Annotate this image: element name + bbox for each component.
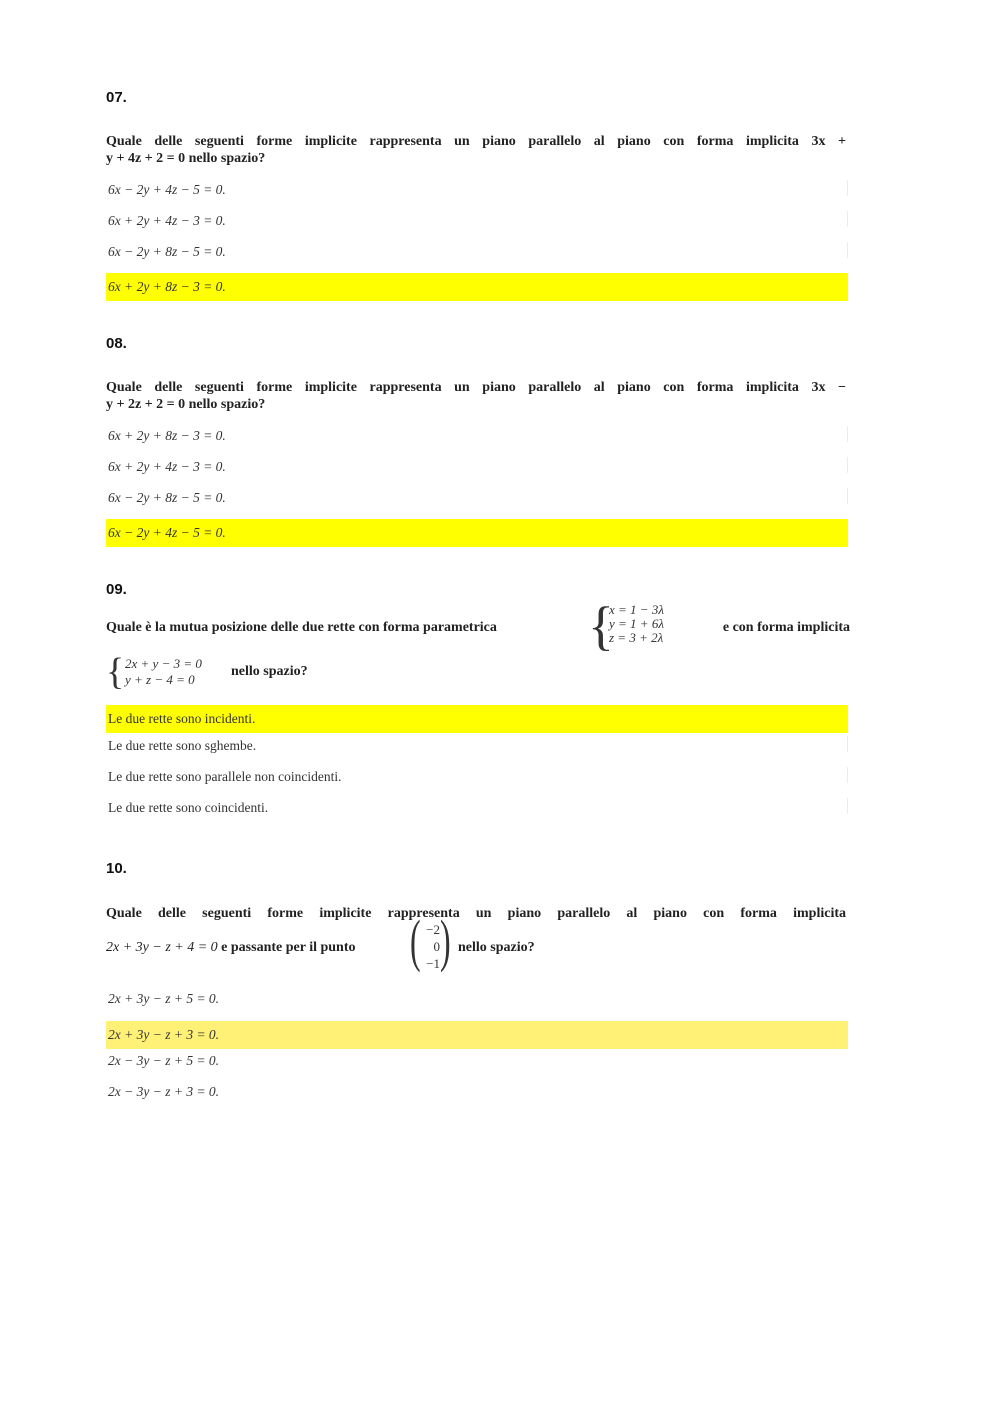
answer-option[interactable]: 6x − 2y + 8z − 5 = 0. xyxy=(106,238,848,266)
question-text-line: e con forma implicita xyxy=(722,620,850,635)
question-text-line: nello spazio? xyxy=(458,940,535,955)
system-brace: { xyxy=(588,596,614,656)
separator xyxy=(847,767,848,783)
question-number: 07. xyxy=(106,89,127,106)
question-text-line: Quale delle seguenti forme implicite rappresenta un piano parallelo al piano con forma implicita 3x − xyxy=(106,380,846,395)
question-number: 08. xyxy=(106,335,127,352)
answer-option[interactable]: Le due rette sono sghembe. xyxy=(106,732,848,760)
question-text-line: y + 4z + 2 = 0 nello spazio? xyxy=(106,151,266,166)
implicit-system: 2x + y − 3 = 0 y + z − 4 = 0 xyxy=(125,656,202,687)
question-number: 09. xyxy=(106,581,127,598)
answer-option[interactable]: 2x − 3y − z + 3 = 0. xyxy=(108,1084,220,1099)
separator xyxy=(847,180,848,196)
question-text-line: Quale delle seguenti forme implicite rappresenta un piano parallelo al piano con forma implicita 3x + xyxy=(106,134,846,149)
question-text-line: nello spazio? xyxy=(231,664,308,679)
vector-right-paren: ) xyxy=(440,908,451,973)
question-text-line: Quale è la mutua posizione delle due rette con forma parametrica xyxy=(106,620,497,635)
question-number: 10. xyxy=(106,860,127,877)
separator xyxy=(847,736,848,752)
answer-option[interactable]: 2x − 3y − z + 5 = 0. xyxy=(108,1053,220,1068)
answer-option[interactable]: 6x + 2y + 4z − 3 = 0. xyxy=(106,207,848,235)
answer-option[interactable]: 6x − 2y + 8z − 5 = 0. xyxy=(106,484,848,512)
question-text-line: 2x + 3y − z + 4 = 0 e passante per il punto xyxy=(106,940,356,955)
answer-option-correct[interactable]: Le due rette sono incidenti. xyxy=(106,705,848,733)
parametric-system: x = 1 − 3λ y = 1 + 6λ z = 3 + 2λ xyxy=(609,602,664,645)
separator xyxy=(847,798,848,814)
separator xyxy=(847,211,848,227)
separator xyxy=(847,488,848,504)
question-text-line: y + 2z + 2 = 0 nello spazio? xyxy=(106,397,266,412)
vector-left-paren: ( xyxy=(410,908,421,973)
point-vector: −2 0 −1 xyxy=(426,922,440,971)
answer-option[interactable]: Le due rette sono parallele non coincidenti. xyxy=(106,763,848,791)
answer-option-correct[interactable]: 2x + 3y − z + 3 = 0. xyxy=(106,1021,848,1049)
separator xyxy=(847,242,848,258)
answer-option-correct[interactable]: 6x + 2y + 8z − 3 = 0. xyxy=(106,273,848,301)
system-brace: { xyxy=(106,651,125,693)
answer-option[interactable]: 6x − 2y + 4z − 5 = 0. xyxy=(106,176,848,204)
separator xyxy=(847,426,848,442)
answer-option[interactable]: 6x + 2y + 4z − 3 = 0. xyxy=(106,453,848,481)
question-text-line: Quale delle seguenti forme implicite rappresenta un piano parallelo al piano con forma implicita xyxy=(106,906,846,921)
answer-option[interactable]: 2x + 3y − z + 5 = 0. xyxy=(108,991,220,1006)
answer-option[interactable]: 6x + 2y + 8z − 3 = 0. xyxy=(106,422,848,450)
separator xyxy=(847,457,848,473)
answer-option-correct[interactable]: 6x − 2y + 4z − 5 = 0. xyxy=(106,519,848,547)
answer-option[interactable]: Le due rette sono coincidenti. xyxy=(106,794,848,822)
